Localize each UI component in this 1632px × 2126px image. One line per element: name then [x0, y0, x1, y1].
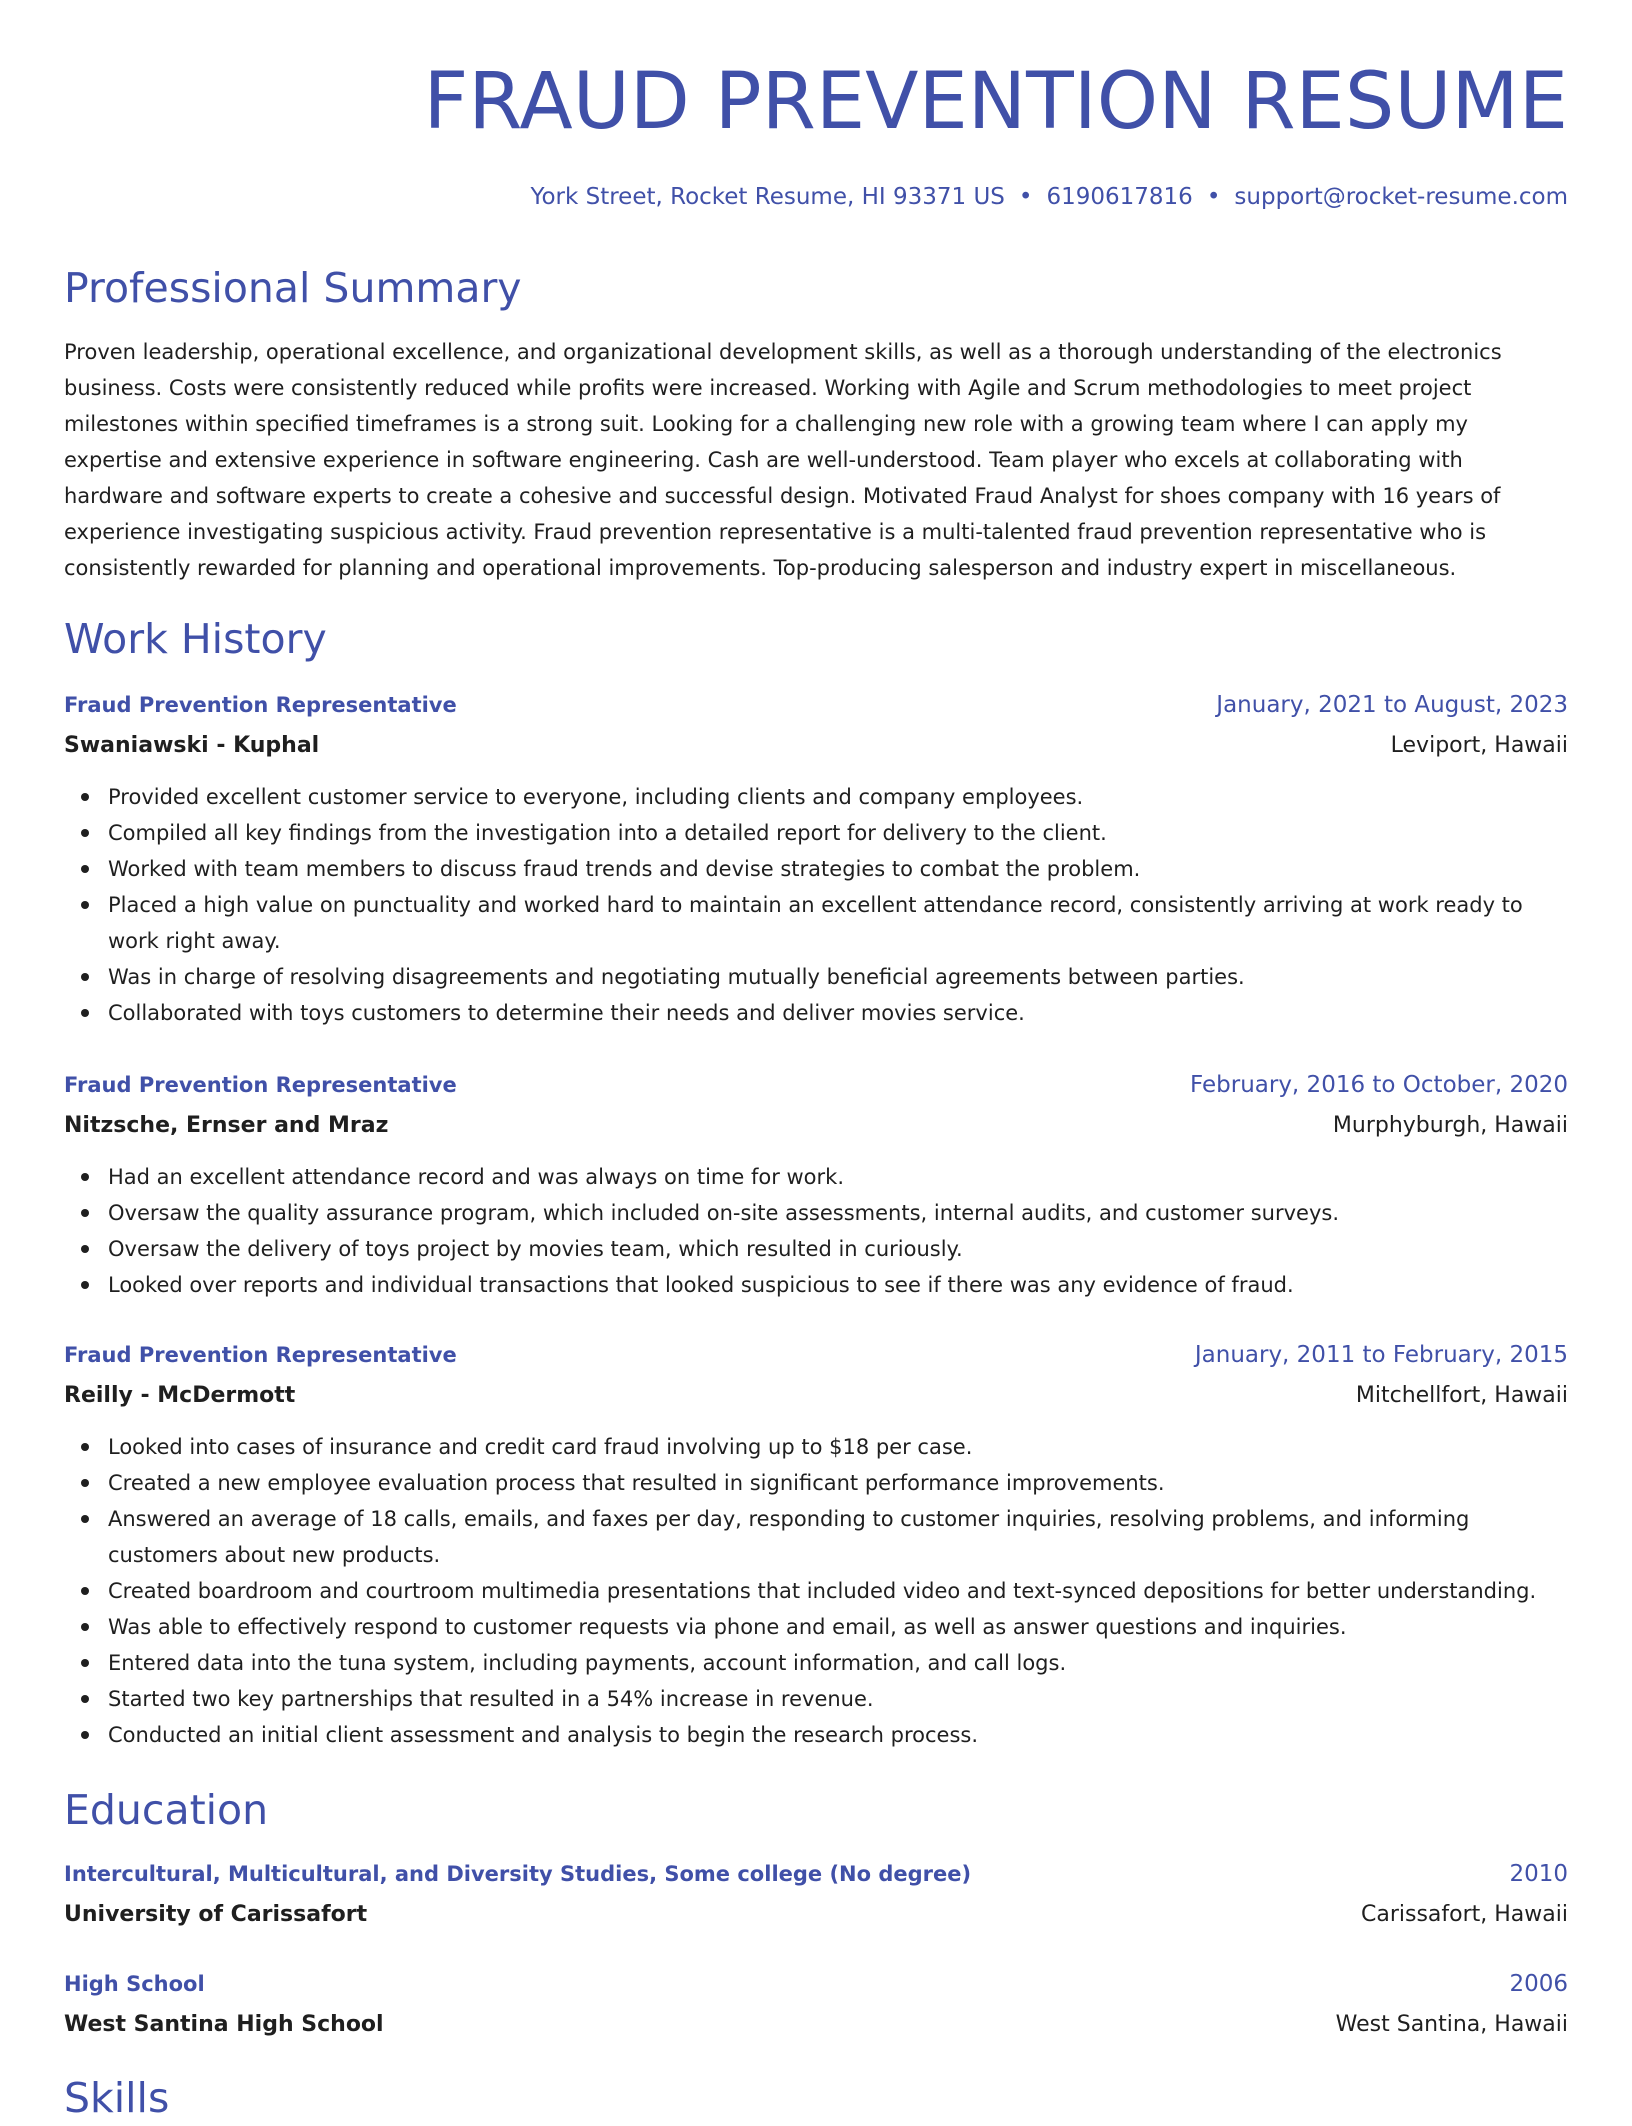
section-heading-summary: Professional Summary	[64, 264, 522, 312]
list-item: Answered an average of 18 calls, emails, and faxes per day, responding to customer inquiries, resolving problems, and informing customers about new products.	[108, 1501, 1568, 1573]
job-dates: January, 2011 to February, 2015	[1194, 1342, 1568, 1368]
list-item: Created boardroom and courtroom multimedia presentations that included video and text-synced depositions for better understanding.	[108, 1573, 1568, 1609]
list-item: Looked over reports and individual transactions that looked suspicious to see if there was any evidence of fraud.	[108, 1267, 1568, 1303]
job-dates: January, 2021 to August, 2023	[1216, 692, 1568, 718]
job-company: Reilly - McDermott	[64, 1382, 296, 1408]
list-item: Created a new employee evaluation process that resulted in significant performance improvements.	[108, 1465, 1568, 1501]
resume-title: FRAUD PREVENTION RESUME	[423, 57, 1568, 147]
job-company: Swaniawski - Kuphal	[64, 732, 320, 758]
contact-address: York Street, Rocket Resume, HI 93371 US	[530, 184, 1005, 210]
list-item: Oversaw the delivery of toys project by movies team, which resulted in curiously.	[108, 1231, 1568, 1267]
list-item: Was in charge of resolving disagreements and negotiating mutually beneficial agreements between parties.	[108, 959, 1568, 995]
list-item: Worked with team members to discuss fraud trends and devise strategies to combat the problem.	[108, 851, 1568, 887]
education-school: University of Carissafort	[64, 1901, 368, 1927]
education-year: 2010	[1509, 1861, 1568, 1887]
list-item: Was able to effectively respond to customer requests via phone and email, as well as answer questions and inquiries.	[108, 1609, 1568, 1645]
job-location: Mitchellfort, Hawaii	[1355, 1382, 1568, 1408]
list-item: Entered data into the tuna system, including payments, account information, and call logs.	[108, 1645, 1568, 1681]
education-degree: High School	[64, 1972, 205, 1996]
education-degree: Intercultural, Multicultural, and Diversity Studies, Some college (No degree)	[64, 1862, 972, 1886]
education-school: West Santina High School	[64, 2011, 384, 2037]
list-item: Oversaw the quality assurance program, which included on-site assessments, internal audits, and customer surveys.	[108, 1195, 1568, 1231]
job-title: Fraud Prevention Representative	[64, 693, 457, 717]
job-location: Murphyburgh, Hawaii	[1332, 1112, 1568, 1138]
contact-separator: •	[1206, 184, 1221, 210]
job-company-row	[64, 1377, 1568, 1413]
education-year: 2006	[1509, 1971, 1568, 1997]
job-bullets	[64, 779, 1568, 1031]
job-location: Leviport, Hawaii	[1390, 732, 1568, 758]
education-school-row	[64, 2006, 1568, 2042]
summary-text: Proven leadership, operational excellence, and organizational development skills, as well as a thorough understanding of the electronics business. Costs were consistently reduced while profits were increased. Working with Agile and Scrum methodologies to meet project milestones within specified timeframes is a strong suit. Looking for a challenging new role with a growing team where I can apply my expertise and extensive experience in software engineering. Cash are well-understood. Team player who excels at collaborating with hardware and software experts to create a cohesive and successful design. Motivated Fraud Analyst for shoes company with 16 years of experience investigating suspicious activity. Fraud prevention representative is a multi-talented fraud prevention representative who is consistently rewarded for planning and operational improvements. Top-producing salesperson and industry expert in miscellaneous.	[64, 340, 1502, 580]
contact-separator: •	[1018, 184, 1033, 210]
job-company: Nitzsche, Ernser and Mraz	[64, 1112, 389, 1138]
job-dates: February, 2016 to October, 2020	[1190, 1072, 1568, 1098]
list-item: Placed a high value on punctuality and worked hard to maintain an excellent attendance record, consistently arriving at work ready to work right away.	[108, 887, 1568, 959]
contact-email: support@rocket-resume.com	[1234, 184, 1568, 210]
contact-phone: 6190617816	[1046, 184, 1193, 210]
list-item: Provided excellent customer service to everyone, including clients and company employees.	[108, 779, 1568, 815]
section-heading-skills: Skills	[64, 2074, 170, 2122]
job-header	[64, 1067, 1568, 1103]
list-item: Compiled all key findings from the investigation into a detailed report for delivery to the client.	[108, 815, 1568, 851]
job-bullets	[64, 1429, 1568, 1753]
job-company-row	[64, 1107, 1568, 1143]
job-title: Fraud Prevention Representative	[64, 1343, 457, 1367]
job-header	[64, 1337, 1568, 1373]
list-item: Collaborated with toys customers to determine their needs and deliver movies service.	[108, 995, 1568, 1031]
job-company-row	[64, 727, 1568, 763]
job-title: Fraud Prevention Representative	[64, 1073, 457, 1097]
education-header	[64, 1856, 1568, 1892]
education-header	[64, 1966, 1568, 2002]
section-heading-work-history: Work History	[64, 615, 327, 663]
list-item: Looked into cases of insurance and credit card fraud involving up to $18 per case.	[108, 1429, 1568, 1465]
list-item: Started two key partnerships that resulted in a 54% increase in revenue.	[108, 1681, 1568, 1717]
list-item: Conducted an initial client assessment and analysis to begin the research process.	[108, 1717, 1568, 1753]
section-heading-education: Education	[64, 1786, 269, 1834]
education-school-row	[64, 1896, 1568, 1932]
job-bullets	[64, 1159, 1568, 1303]
list-item: Had an excellent attendance record and was always on time for work.	[108, 1159, 1568, 1195]
job-header	[64, 687, 1568, 723]
education-location: Carissafort, Hawaii	[1361, 1901, 1568, 1927]
education-location: West Santina, Hawaii	[1335, 2011, 1568, 2037]
contact-line	[530, 180, 1568, 214]
